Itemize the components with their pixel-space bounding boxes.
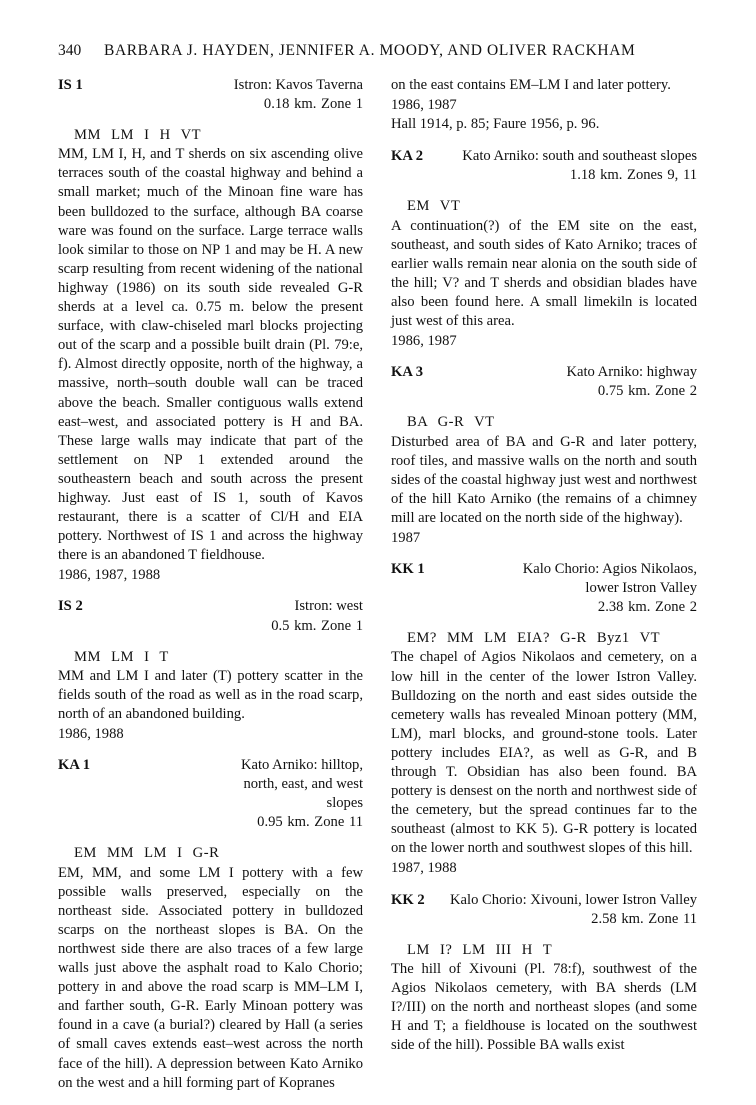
running-head — [58, 42, 716, 60]
entry-header — [58, 597, 363, 616]
site-code: IS 1 — [58, 77, 83, 93]
site-description: A continuation(?) of the EM site on the east, southeast, and south sides of Kato Arniko; traces of earlier walls remain near alonia on the south side of the hill; V? and T sherds and obsidian blades have also been found here. A small limekiln is located just west of this area. — [391, 217, 697, 330]
site-code: KK 2 — [391, 891, 425, 908]
entry-header — [58, 76, 363, 95]
site-description: EM, MM, and some LM I pottery with a few possible walls preserved, especially on the northeast side. Associated pottery in bulldozed scarps on the northeast slopes is BA. On the northwest side there are also traces of a few large walls just above the asphalt road to Kalo Chorio; pottery in and above the road scarp is MM–LM I, and farther south, G-R. Early Minoan pottery was found in a cave (a burial?) cleared by Hall (a series of small caves extends east–west across the north face of the hill). A depression between Kato Arniko on the west and a hill forming part of Kopranes — [58, 864, 363, 1091]
site-location: 0.95 km. Zone 11 — [257, 814, 363, 831]
site-code: KK 1 — [391, 561, 425, 578]
site-description: The chapel of Agios Nikolaos and cemetery, on a low hill in the center of the lower Istron Valley. Bulldozing on the north and east sides outside the cemetery walls has revealed Minoan pottery (MM, LM), marl blocks, and ground-stone tools. Later pottery includes EIA?, as well as G-R, and B through T. Obsidian has also been found. BA pottery is densest on the north and northwest side of the cemetery, but the spread continues far to the southeast (almost to KK 5). G-R pottery is located on the lower north and southwest slopes of this hill. — [391, 649, 697, 857]
entry-header — [58, 756, 363, 813]
site-entry-ka2 — [391, 147, 697, 351]
site-location: 2.38 km. Zone 2 — [597, 599, 697, 616]
authors-header: BARBARA J. HAYDEN, JENNIFER A. MOODY, AND OLIVER RACKHAM — [104, 42, 636, 59]
site-location: 1.18 km. Zones 9, 11 — [569, 167, 697, 184]
site-place: Kalo Chorio: Xivouni, lower Istron Valley — [450, 891, 697, 908]
site-entry-kk1 — [391, 560, 697, 879]
site-place: Kato Arniko: south and southeast slopes — [462, 148, 697, 165]
site-years: 1986, 1987 — [391, 333, 457, 350]
site-place: Kato Arniko: highway — [566, 364, 697, 381]
continued-description: on the east contains EM–LM I and later pottery. — [391, 77, 671, 93]
site-entry-is2 — [58, 597, 363, 744]
site-code: KA 3 — [391, 364, 424, 381]
right-column — [391, 76, 697, 1067]
site-description: MM and LM I and later (T) pottery scatter in the fields south of the road as well as in the road scarp, north of an abandoned building. — [58, 667, 363, 722]
entry-header — [391, 147, 697, 166]
site-references: Hall 1914, p. 85; Faure 1956, p. 96. — [391, 116, 600, 133]
entry-header — [391, 891, 697, 910]
site-periods: LM I? LM III H T — [407, 941, 553, 958]
site-periods: EM? MM LM EIA? G-R Byz1 VT — [407, 630, 661, 647]
site-location: 0.75 km. Zone 2 — [597, 383, 697, 400]
site-years: 1986, 1988 — [58, 726, 124, 742]
entry-header — [391, 560, 697, 598]
site-place: Kato Arniko: hilltop, north, east, and west slopes — [240, 757, 363, 812]
site-periods: EM MM LM I G-R — [74, 845, 220, 862]
site-years: 1987, 1988 — [391, 860, 457, 877]
site-location: 2.58 km. Zone 11 — [591, 910, 697, 927]
site-code: KA 2 — [391, 148, 424, 165]
site-entry-kk2 — [391, 891, 697, 1056]
site-location: 0.5 km. Zone 1 — [271, 617, 363, 634]
site-periods: EM VT — [407, 198, 461, 215]
left-column — [58, 76, 363, 1105]
site-description: MM, LM I, H, and T sherds on six ascending olive terraces south of the coastal highway and behind a small market; much of the Minoan fine ware has been bulldozed to the surface, although BA coarse ware was found on the surface. Large terrace walls look similar to those on NP 1 and may be H. A new scarp resulting from recent widening of the national highway (1986) on its south side revealed G-R sherds at a level ca. 0.75 m. below the present surface, with claw-chiseled marl blocks projecting out of the scarp and a possible built drain (Pl. 79:e, f). Almost directly opposite, north of the highway, a massive, north–south double wall can be traced above the beach. Smaller contiguous walls extend east–west, and associated pottery is H and BA. These large walls may indicate that part of the settlement on NP 1 extended around the southeastern beach and south across the present highway. Just east of IS 1, south of Kavos restaurant, there is a scatter of Cl/H and EIA pottery. Northwest of IS 1 and across the highway there is an abandoned T fieldhouse. — [58, 146, 363, 564]
page-number: 340 — [58, 42, 82, 59]
site-periods: MM LM I T — [74, 648, 169, 665]
site-periods: BA G-R VT — [407, 414, 495, 431]
site-periods: MM LM I H VT — [74, 127, 202, 144]
site-code: IS 2 — [58, 598, 83, 615]
entry-header — [391, 363, 697, 382]
site-years: 1987 — [391, 529, 421, 546]
site-description: The hill of Xivouni (Pl. 78:f), southwest of the Agios Nikolaos cemetery, with BA sherds (LM I?/III) on the north and northeast slopes (and some H and T; a fieldhouse is located on the southwest side of the hill). Possible BA walls exist — [391, 960, 697, 1054]
site-entry-is1 — [58, 76, 363, 585]
site-entry-ka1 — [58, 756, 363, 1093]
site-place: Kalo Chorio: Agios Nikolaos, lower Istron Valley — [522, 561, 697, 597]
site-place: Istron: Kavos Taverna — [233, 77, 363, 93]
site-entry-ka3 — [391, 363, 697, 548]
site-code: KA 1 — [58, 757, 91, 774]
site-entry-ka1-continued — [391, 76, 697, 134]
site-years: 1986, 1987, 1988 — [58, 567, 161, 584]
site-place: Istron: west — [294, 598, 363, 615]
site-description: Disturbed area of BA and G-R and later pottery, roof tiles, and massive walls on the north and south sides of the coastal highway just west and northwest of the hill Kato Arniko (the remains of a chimney mill are located on the north side of the highway). — [391, 433, 697, 526]
site-location: 0.18 km. Zone 1 — [263, 96, 363, 113]
site-years: 1986, 1987 — [391, 97, 457, 114]
